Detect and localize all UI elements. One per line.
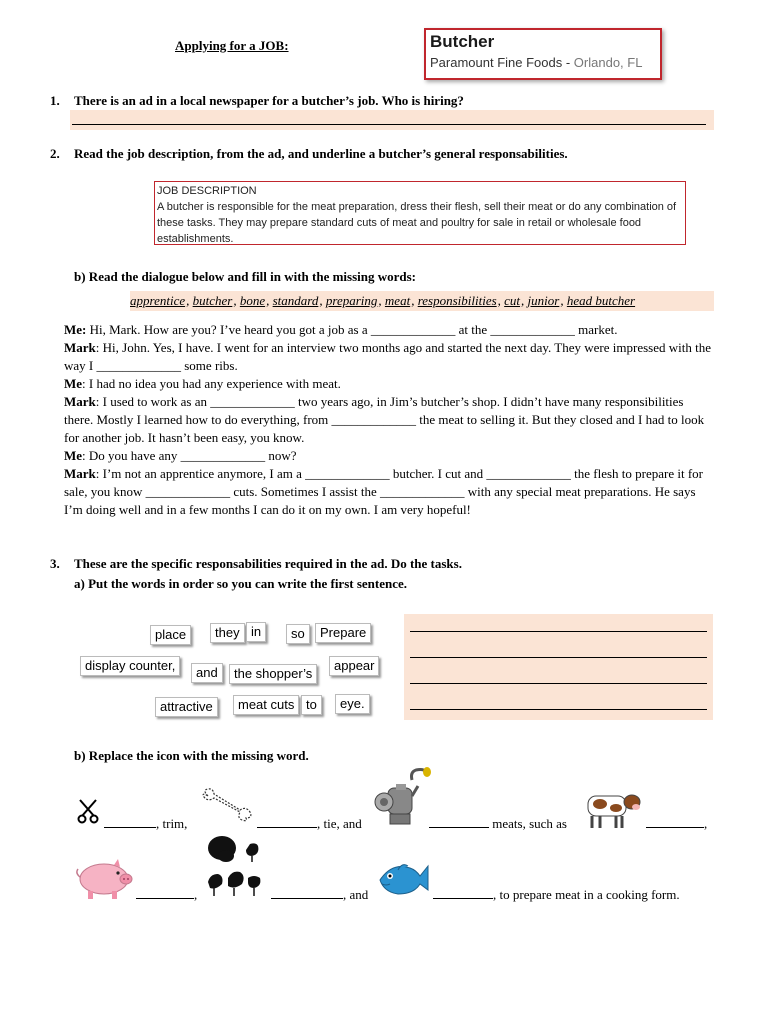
dialogue-line: [64, 321, 714, 339]
dialogue-text: butcher. I cut and: [389, 466, 487, 481]
job-description-box: [154, 181, 686, 245]
word-bank-item: responsibilities: [417, 293, 497, 308]
dialogue-text: : Hi, John. Yes, I have. I went for an interview two months ago and started the next day. They were impressed with the way I: [64, 340, 711, 373]
dialogue-text: : I’m not an apprentice anymore, I am a: [95, 466, 306, 481]
speaker-me: Me: [64, 376, 83, 391]
icon-sentence-row-2b: [271, 887, 368, 903]
dialogue-line: [64, 465, 714, 519]
word-bank-item: preparing: [325, 293, 378, 308]
scissors-icon: [76, 798, 100, 824]
word-tile[interactable]: Prepare: [315, 623, 371, 643]
word-tile[interactable]: eye.: [335, 694, 370, 714]
question-2-number: 2.: [50, 146, 60, 161]
speaker-mark: Mark: [64, 394, 96, 409]
icon-sentence-text: , to prepare meat in a cooking form.: [493, 887, 680, 902]
job-ad-card: [424, 28, 662, 80]
question-3b-text: b) Replace the icon with the missing word.: [74, 748, 309, 763]
meat-grinder-icon: [370, 766, 432, 830]
word-bank-item: junior: [527, 293, 560, 308]
blank-field[interactable]: [429, 827, 489, 828]
speaker-mark: Mark: [64, 340, 96, 355]
blank-field[interactable]: _____________: [486, 466, 571, 481]
word-bank-item: head butcher: [566, 293, 636, 308]
dialogue-line: [64, 375, 714, 393]
dialogue-text: : I used to work as an: [95, 394, 211, 409]
icon-sentence-row-2: [136, 887, 197, 903]
blank-field[interactable]: [136, 898, 194, 899]
dialogue-text: two years ago, in Jim’s butcher’s shop. I didn’t have many responsibilities there. Mostly I learned how to do everything, from: [64, 394, 684, 427]
word-bank-item: cut: [504, 293, 521, 308]
dialogue-text: with any special meat preparations. He says I’m doing well and in a few months I can do it on my own. I am very hopeful!: [64, 484, 696, 517]
pig-icon: [74, 855, 134, 901]
blank-field[interactable]: _____________: [96, 358, 181, 373]
question-3-text: These are the specific responsabilities required in the ad. Do the tasks.: [74, 556, 462, 571]
dialogue-text: now?: [265, 448, 297, 463]
word-tile[interactable]: display counter,: [80, 656, 180, 676]
dialogue-text: market.: [574, 322, 618, 337]
blank-field[interactable]: _____________: [145, 484, 231, 499]
poultry-icon: [204, 834, 266, 904]
icon-sentence-row-1c: [429, 816, 567, 832]
dialogue: [64, 321, 714, 519]
word-tile[interactable]: they: [210, 623, 245, 643]
job-description-heading: JOB DESCRIPTION: [157, 185, 257, 197]
word-tile[interactable]: in: [246, 622, 266, 642]
blank-field[interactable]: _____________: [370, 322, 456, 337]
word-tile[interactable]: appear: [329, 656, 379, 676]
word-bank-item: meat: [384, 293, 411, 308]
word-bank-item: bone: [239, 293, 266, 308]
fish-icon: [376, 856, 430, 902]
blank-field[interactable]: [271, 898, 343, 899]
icon-sentence-text: meats, such as: [489, 816, 567, 831]
word-bank-item: standard: [272, 293, 319, 308]
icon-sentence-text: , trim,: [156, 816, 188, 831]
dialogue-text: the meat to selling it. But they closed and I had to look for another job. It hasn’t been easy, you know.: [64, 412, 705, 445]
word-bank-item: apprentice: [130, 293, 186, 308]
answer-line: [72, 124, 706, 125]
speaker-mark: Mark: [64, 466, 96, 481]
blank-field[interactable]: _____________: [210, 394, 295, 409]
ad-company-name: Paramount Fine Foods -: [430, 55, 574, 70]
blank-field[interactable]: _____________: [305, 466, 390, 481]
word-tile[interactable]: to: [301, 695, 322, 715]
dialogue-line: [64, 393, 714, 447]
blank-field[interactable]: _____________: [180, 448, 266, 463]
blank-field[interactable]: _____________: [331, 412, 417, 427]
ad-company: [430, 55, 642, 70]
worksheet-title: Applying for a JOB:: [175, 38, 289, 53]
blank-field[interactable]: _____________: [490, 322, 575, 337]
word-tile[interactable]: the shopper’s: [229, 664, 317, 684]
job-description-body: A butcher is responsible for the meat preparation, dress their flesh, sell their meat or do any combination of these tasks. They may prepare standard cuts of meat and poultry for sale in retail or wholesale food establishments.: [157, 201, 677, 245]
question-1-text: There is an ad in a local newspaper for a butcher’s job. Who is hiring?: [74, 93, 464, 108]
blank-field[interactable]: [104, 827, 156, 828]
word-tile[interactable]: meat cuts: [233, 695, 299, 715]
dialogue-line: [64, 447, 714, 465]
dialogue-text: : I had no idea you had any experience with meat.: [82, 376, 341, 391]
sentence-answer-area[interactable]: [404, 614, 713, 720]
question-3-number: 3.: [50, 556, 60, 571]
icon-sentence-text: ,: [194, 887, 198, 902]
dialogue-text: at the: [455, 322, 491, 337]
dialogue-line: [64, 339, 714, 375]
question-3a-text: a) Put the words in order so you can write the first sentence.: [74, 576, 408, 591]
answer-line: [410, 683, 707, 684]
icon-sentence-row-1b: [257, 816, 362, 832]
question-1-number: 1.: [50, 93, 60, 108]
icon-sentence-text: , and: [343, 887, 369, 902]
icon-sentence-text: , tie, and: [317, 816, 362, 831]
icon-sentence-row-1: [104, 816, 187, 832]
word-bank: apprentice, butcher, bone, standard, preparing, meat, responsibilities, cut, junior, head butcher: [130, 291, 714, 311]
cow-icon: [582, 788, 642, 830]
question-1-answer-area[interactable]: [70, 110, 714, 130]
question-2-text: Read the job description, from the ad, and underline a butcher’s general responsabilities.: [74, 146, 568, 161]
bone-icon: [200, 786, 254, 822]
ad-location: Orlando, FL: [573, 55, 643, 70]
icon-sentence-text: ,: [704, 816, 708, 831]
answer-line: [410, 631, 707, 632]
word-tile[interactable]: and: [191, 663, 223, 683]
ad-job-title: Butcher: [430, 32, 495, 51]
word-tile[interactable]: attractive: [155, 697, 218, 717]
word-tile[interactable]: place: [150, 625, 191, 645]
blank-field[interactable]: [257, 827, 317, 828]
dialogue-text: Hi, Mark. How are you? I’ve heard you got a job as a: [86, 322, 371, 337]
blank-field[interactable]: [646, 827, 704, 828]
question-2b-text: b) Read the dialogue below and fill in with the missing words:: [74, 269, 417, 284]
word-bank-item: butcher: [192, 293, 233, 308]
blank-field[interactable]: _____________: [379, 484, 465, 499]
dialogue-text: cuts. Sometimes I assist the: [230, 484, 380, 499]
answer-line: [410, 657, 707, 658]
word-tile[interactable]: so: [286, 624, 310, 644]
answer-line: [410, 709, 707, 710]
speaker-me: Me: [64, 448, 83, 463]
blank-field[interactable]: [433, 898, 493, 899]
speaker-me: Me:: [64, 322, 87, 337]
dialogue-text: some ribs.: [181, 358, 238, 373]
icon-sentence-row-2c: [433, 887, 680, 903]
dialogue-text: : Do you have any: [82, 448, 181, 463]
icon-sentence-row-1d: [646, 816, 707, 832]
dialogue-text: the flesh to prepare it for sale, you know: [64, 466, 704, 499]
